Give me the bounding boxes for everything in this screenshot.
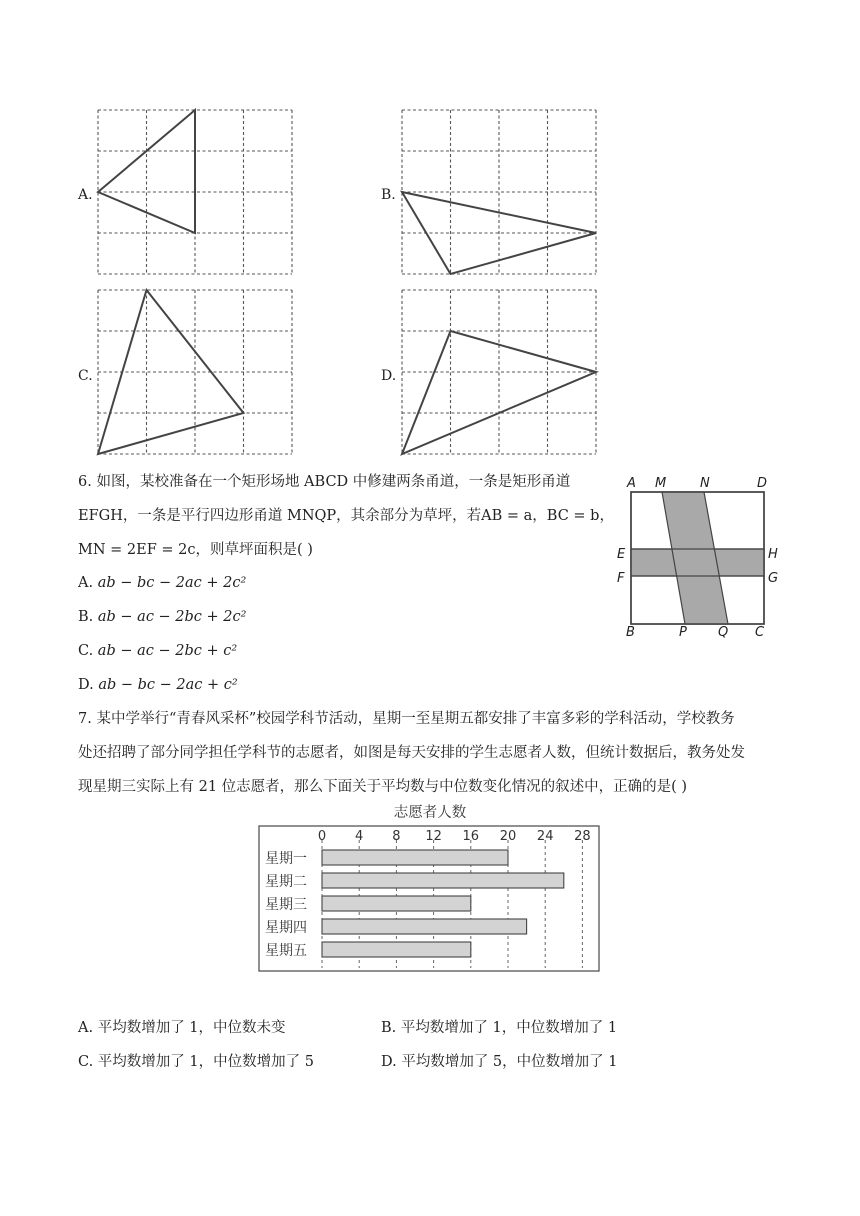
q6-option-expr: ab − ac − 2bc + c² <box>97 643 238 659</box>
q6-stem-line1: 6. 如图，某校准备在一个矩形场地 ABCD 中修建两条甬道，一条是矩形甬道 <box>78 474 571 490</box>
q6-option-d <box>78 675 238 695</box>
q5-option-a-figure <box>92 104 304 282</box>
bar-3 <box>322 896 471 911</box>
x-tick-label: 0 <box>317 829 327 844</box>
volunteer-chart <box>255 800 605 976</box>
q6-figure <box>612 472 787 644</box>
chart-bars <box>322 850 564 957</box>
q5-option-b-label: B. <box>381 187 396 203</box>
x-tick-label: 28 <box>574 829 591 844</box>
x-tick-label: 8 <box>392 829 401 844</box>
q5-option-c-label: C. <box>78 368 93 384</box>
q6-option-label: B. <box>78 609 98 625</box>
label-b: B <box>626 625 635 640</box>
x-tick-label: 4 <box>355 829 364 844</box>
q6-option-label: D. <box>78 677 99 693</box>
category-label: 星期三 <box>265 897 307 913</box>
category-label: 星期四 <box>265 920 307 936</box>
q7-stem-line3: 现星期三实际上有 21 位志愿者，那么下面关于平均数与中位数变化情况的叙述中，正确的是( ) <box>78 779 688 795</box>
q7-option-c: C. 平均数增加了 1，中位数增加了 5 <box>78 1054 314 1070</box>
bar-5 <box>322 942 471 957</box>
x-tick-label: 20 <box>499 829 517 844</box>
q6-stem-line2: EFGH，一条是平行四边形甬道 MNQP，其余部分为草坪，若AB = a，BC = b， <box>78 508 614 524</box>
q6-option-label: C. <box>78 643 98 659</box>
q5-option-d-figure <box>396 284 608 462</box>
q7-option-b: B. 平均数增加了 1，中位数增加了 1 <box>381 1020 618 1036</box>
label-c: C <box>755 625 765 640</box>
q6-option-expr: ab − ac − 2bc + 2c² <box>97 609 247 625</box>
q6-option-label: A. <box>78 575 98 591</box>
q6-option-b <box>78 607 246 627</box>
q7-option-a: A. 平均数增加了 1，中位数未变 <box>78 1020 286 1036</box>
q7-stem-line1: 7. 某中学举行“青春风采杯”校园学科节活动，星期一至星期五都安排了丰富多彩的学科活动，学校教务 <box>78 711 735 727</box>
category-label: 星期二 <box>265 874 307 890</box>
label-m: M <box>655 476 667 491</box>
q6-stem-line3: MN = 2EF = 2c，则草坪面积是( ) <box>78 542 313 558</box>
category-label: 星期一 <box>265 851 307 867</box>
q5-option-a-label: A. <box>78 187 93 203</box>
q7-stem-line2: 处还招聘了部分同学担任学科节的志愿者，如图是每天安排的学生志愿者人数，但统计数据后，教务处发 <box>78 745 745 761</box>
label-g: G <box>768 571 779 586</box>
q5-option-d-label: D. <box>381 368 397 384</box>
label-p: P <box>679 625 687 640</box>
label-n: N <box>700 476 710 491</box>
chart-categories <box>265 851 307 959</box>
label-d: D <box>757 476 768 491</box>
bar-4 <box>322 919 527 934</box>
chart-ticks <box>318 829 591 844</box>
x-tick-label: 16 <box>462 829 480 844</box>
q5-option-b-figure <box>396 104 608 282</box>
label-h: H <box>768 547 778 562</box>
chart-title: 志愿者人数 <box>393 805 467 821</box>
label-a: A <box>627 476 636 491</box>
q6-option-expr: ab − bc − 2ac + c² <box>98 677 238 693</box>
q7-option-d: D. 平均数增加了 5，中位数增加了 1 <box>381 1054 618 1070</box>
label-e: E <box>617 547 626 562</box>
label-q: Q <box>718 625 729 640</box>
bar-2 <box>322 873 564 888</box>
q6-option-expr: ab − bc − 2ac + 2c² <box>97 575 247 591</box>
q6-option-a <box>78 573 246 593</box>
q6-option-c <box>78 641 237 661</box>
bar-1 <box>322 850 508 865</box>
q5-option-c-figure <box>92 284 304 462</box>
category-label: 星期五 <box>265 943 307 959</box>
x-tick-label: 24 <box>536 829 554 844</box>
x-tick-label: 12 <box>425 829 442 844</box>
label-f: F <box>617 571 625 586</box>
